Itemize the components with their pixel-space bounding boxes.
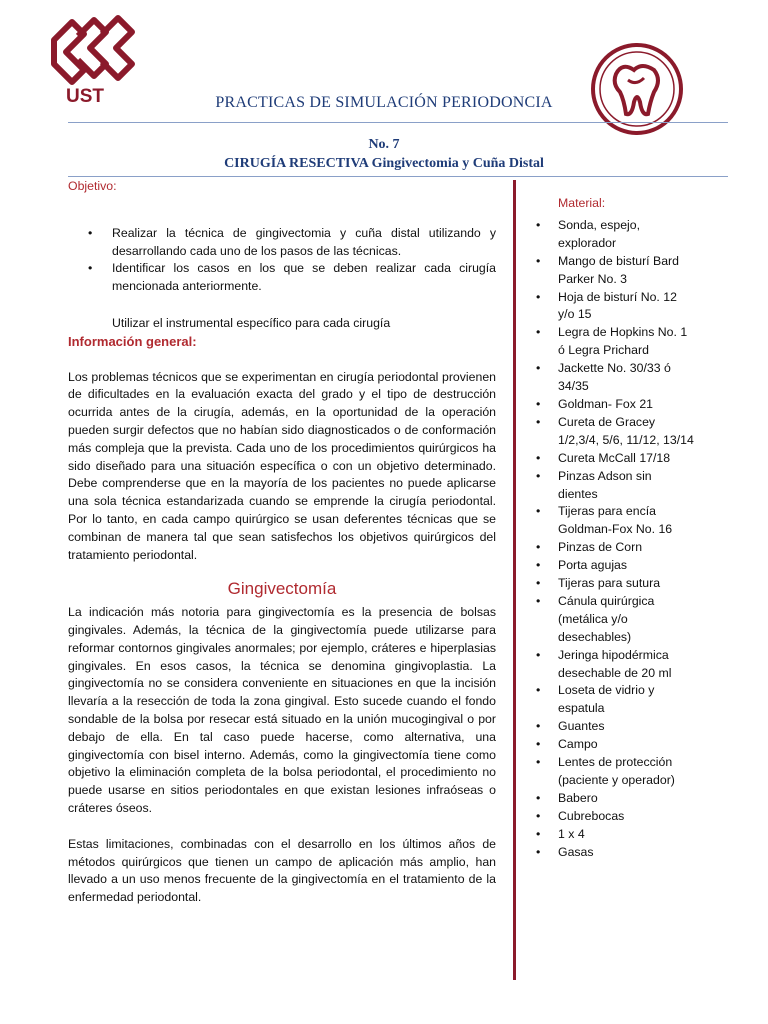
gingivectomia-paragraph-1: La indicación más notoria para gingivectomía es la presencia de bolsas gingivales. Además, la técnica de la gingivectomía puede utilizarse para reformar contornos gingivales anormales; por ejemplo, cráteres e hiperplasias gingivales. En esos casos, la técnica se denomina gingivoplastia. La gingivectomía no se considera conveniente en situaciones en que la incisión llevaría a la resección de toda la zona gingival. Esto sucede cuando el fondo sondable de la bolsa por resecar está situado en la unión mucogingival o por debajo de ella. En tal caso puede hacerse, como alternativa, una gingivectomía con bisel interno. Además, como la gingivectomía tiene como objetivo la eliminación completa de la bolsa periodontal, el procedimiento no puede usarse en sitios periodontales en que existan lesiones infraóseas o cráteres óseos. xyxy=(68,605,496,815)
material-item: • Hoja de bisturí No. 12 y/o 15 xyxy=(534,289,694,325)
material-item: • Cureta McCall 17/18 xyxy=(534,450,694,468)
page-title: PRACTICAS DE SIMULACIÓN PERIODONCIA xyxy=(215,94,553,111)
material-item: • Porta agujas xyxy=(534,557,694,575)
material-item: • Tijeras para sutura xyxy=(534,575,694,593)
material-item: • Cubrebocas xyxy=(534,808,694,826)
material-item: • Mango de bisturí Bard Parker No. 3 xyxy=(534,253,694,289)
material-item: • Jackette No. 30/33 ó 34/35 xyxy=(534,360,694,396)
general-paragraph: Los problemas técnicos que se experimentan en cirugía periodontal provienen de dificultades en la evaluación exacta del grado y el tipo de destrucción ocurrida antes de la cirugía, además, en la oportunidad de la operación pueden surgir defectos que no habían sido diagnosticados o de conformación más compleja que la prevista. Cada uno de los procedimientos quirúrgicos ha sido diseñado para una situación específica o con un objetivo determinado. Debe comprenderse que en la mayoría de los pacientes no puede aplicarse una sola técnica estandarizada cuando se emprende la cirugía periodontal. Por lo tanto, en cada campo quirúrgico se usan deferentes técnicas que se combinan de manera tal que sean satisfechos los objetivos quirúrgicos del tratamiento periodontal. xyxy=(68,369,496,562)
gingivectomia-paragraph-2: Estas limitaciones, combinadas con el desarrollo en los últimos años de métodos quirúrgicos que tienen un campo de aplicación más amplio, han llevado a un uso menos frecuente de la gingivectomía en el tratamiento de la enfermedad periodontal. xyxy=(68,836,496,905)
material-item: • Legra de Hopkins No. 1 ó Legra Prichard xyxy=(534,324,694,360)
objective-label: Objetivo: xyxy=(68,179,117,193)
subtitle-divider xyxy=(68,176,728,177)
gingivectomia-title: Gingivectomía xyxy=(227,579,337,599)
objective-note: Utilizar el instrumental específico para cada cirugía xyxy=(112,315,391,330)
objective-list xyxy=(68,225,496,296)
material-column xyxy=(534,195,694,862)
practice-number: No. 7 xyxy=(368,137,400,152)
column-divider xyxy=(513,180,516,980)
logo-left-text: UST xyxy=(66,86,104,107)
material-list xyxy=(534,217,694,862)
material-label: Material: xyxy=(558,196,606,210)
material-item: • Goldman- Fox 21 xyxy=(534,396,694,414)
material-item: • Sonda, espejo, explorador xyxy=(534,217,694,253)
material-item: • Guantes xyxy=(534,718,694,736)
header-divider xyxy=(68,122,728,123)
main-column xyxy=(68,178,496,907)
practice-subtitle: CIRUGÍA RESECTIVA Gingivectomia y Cuña Distal xyxy=(224,156,544,171)
material-item: • Cureta de Gracey 1/2,3/4, 5/6, 11/12, 13/14 xyxy=(534,414,694,450)
material-item: • Loseta de vidrio y espatula xyxy=(534,682,694,718)
material-item: • Pinzas de Corn xyxy=(534,539,694,557)
material-item: • Lentes de protección (paciente y operador) xyxy=(534,754,694,790)
material-item: • Cánula quirúrgica (metálica y/o desechables) xyxy=(534,593,694,647)
general-heading: Información general: xyxy=(68,333,197,349)
material-item: • Gasas xyxy=(534,844,694,862)
material-item: • Campo xyxy=(534,736,694,754)
material-item: • 1 x 4 xyxy=(534,826,694,844)
material-item: • Tijeras para encía Goldman-Fox No. 16 xyxy=(534,503,694,539)
objective-item: • Realizar la técnica de gingivectomia y cuña distal utilizando y desarrollando cada uno de los pasos de las técnicas. xyxy=(68,225,496,261)
material-item: • Babero xyxy=(534,790,694,808)
material-item: • Pinzas Adson sin dientes xyxy=(534,468,694,504)
dental-logo xyxy=(588,40,686,138)
material-item: • Jeringa hipodérmica desechable de 20 ml xyxy=(534,647,694,683)
objective-item: • Identificar los casos en los que se deben realizar cada cirugía mencionada anteriormente. xyxy=(68,260,496,296)
